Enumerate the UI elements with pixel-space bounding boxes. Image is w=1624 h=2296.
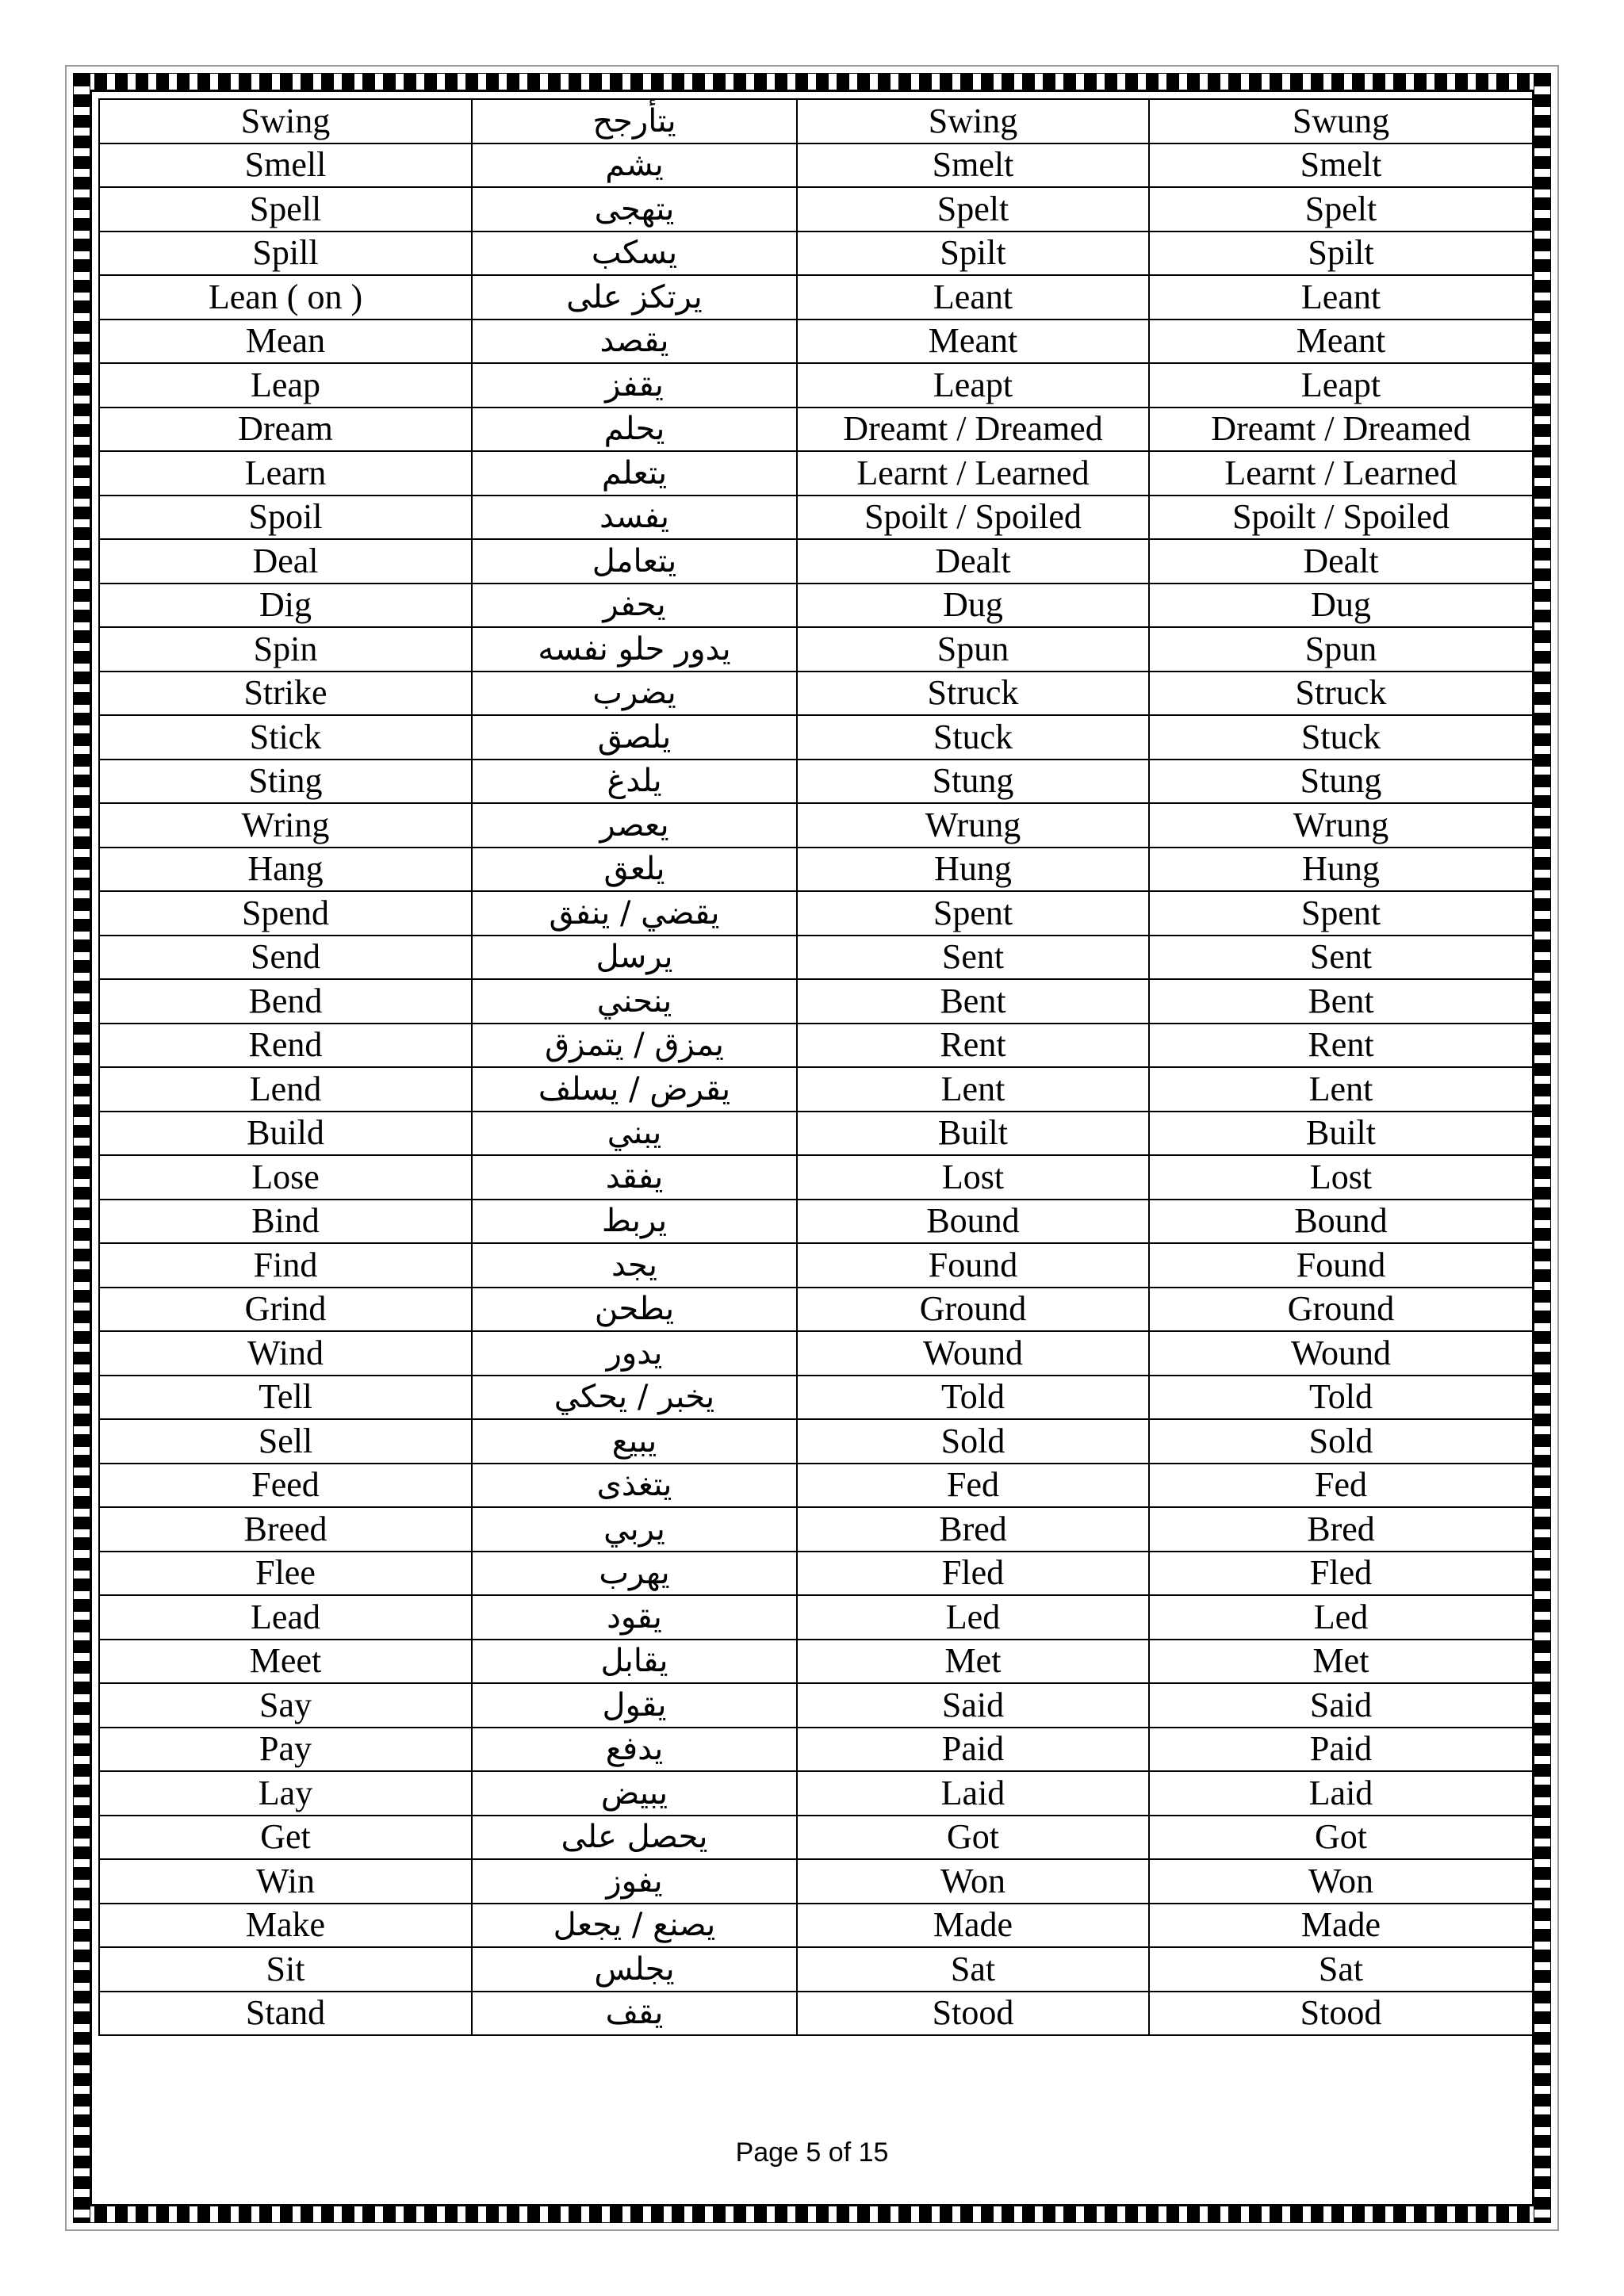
verb-base-cell: Smell — [99, 144, 472, 188]
verb-past-cell: Sent — [797, 936, 1149, 980]
verb-past-participle-cell: Leapt — [1149, 363, 1533, 408]
verb-arabic-cell: يبيع — [472, 1419, 797, 1464]
verb-past-participle-cell: Sold — [1149, 1419, 1533, 1464]
verb-base-cell: Stand — [99, 1992, 472, 2036]
verb-past-participle-cell: Made — [1149, 1904, 1533, 1948]
verb-base-cell: Tell — [99, 1376, 472, 1420]
verb-past-participle-cell: Ground — [1149, 1288, 1533, 1332]
table-row — [99, 891, 1533, 936]
verb-arabic-cell: يقف — [472, 1992, 797, 2036]
verb-arabic-cell: يفوز — [472, 1859, 797, 1904]
verb-arabic-cell: يقابل — [472, 1640, 797, 1684]
verb-base-cell: Spin — [99, 627, 472, 672]
verb-past-participle-cell: Bound — [1149, 1200, 1533, 1244]
verb-base-cell: Dream — [99, 408, 472, 452]
table-row — [99, 451, 1533, 496]
table-row — [99, 1507, 1533, 1552]
verb-base-cell: Find — [99, 1243, 472, 1288]
table-row — [99, 275, 1533, 320]
verb-arabic-cell: يلصق — [472, 715, 797, 760]
verb-past-participle-cell: Laid — [1149, 1771, 1533, 1816]
verb-past-cell: Lost — [797, 1155, 1149, 1200]
table-row — [99, 1728, 1533, 1772]
page-border-bottom — [73, 2206, 1551, 2223]
verb-past-cell: Got — [797, 1816, 1149, 1860]
verb-past-cell: Spilt — [797, 232, 1149, 276]
verb-past-participle-cell: Learnt / Learned — [1149, 451, 1533, 496]
verb-past-participle-cell: Spun — [1149, 627, 1533, 672]
verb-base-cell: Lend — [99, 1067, 472, 1112]
verb-past-cell: Laid — [797, 1771, 1149, 1816]
verb-base-cell: Dig — [99, 584, 472, 628]
verb-past-cell: Led — [797, 1595, 1149, 1640]
table-row — [99, 1243, 1533, 1288]
verb-base-cell: Stick — [99, 715, 472, 760]
verb-base-cell: Spend — [99, 891, 472, 936]
verb-past-participle-cell: Got — [1149, 1816, 1533, 1860]
verb-arabic-cell: يشم — [472, 144, 797, 188]
verb-past-cell: Struck — [797, 672, 1149, 716]
verb-arabic-cell: يرتكز على — [472, 275, 797, 320]
verb-base-cell: Swing — [99, 99, 472, 144]
verb-arabic-cell: يقفز — [472, 363, 797, 408]
verb-past-cell: Spent — [797, 891, 1149, 936]
verb-arabic-cell: يتعامل — [472, 539, 797, 584]
verb-past-participle-cell: Fed — [1149, 1464, 1533, 1508]
verb-arabic-cell: يحصل على — [472, 1816, 797, 1860]
verb-arabic-cell: يبيض — [472, 1771, 797, 1816]
verb-past-participle-cell: Sat — [1149, 1947, 1533, 1992]
verb-past-cell: Bound — [797, 1200, 1149, 1244]
verb-past-cell: Bent — [797, 979, 1149, 1024]
table-row — [99, 496, 1533, 540]
verb-base-cell: Breed — [99, 1507, 472, 1552]
verb-past-cell: Smelt — [797, 144, 1149, 188]
verb-past-participle-cell: Wrung — [1149, 803, 1533, 848]
verb-past-cell: Hung — [797, 848, 1149, 892]
verb-past-participle-cell: Found — [1149, 1243, 1533, 1288]
verb-past-cell: Stood — [797, 1992, 1149, 2036]
verb-arabic-cell: يقود — [472, 1595, 797, 1640]
verb-past-cell: Dreamt / Dreamed — [797, 408, 1149, 452]
verb-past-participle-cell: Dreamt / Dreamed — [1149, 408, 1533, 452]
verb-past-participle-cell: Dealt — [1149, 539, 1533, 584]
verb-base-cell: Grind — [99, 1288, 472, 1332]
verb-arabic-cell: يتهجى — [472, 187, 797, 232]
verb-arabic-cell: يجلس — [472, 1947, 797, 1992]
table-row — [99, 363, 1533, 408]
table-row — [99, 1771, 1533, 1816]
verb-past-participle-cell: Stuck — [1149, 715, 1533, 760]
verb-arabic-cell: يخبر / يحكي — [472, 1376, 797, 1420]
table-row — [99, 1155, 1533, 1200]
verb-arabic-cell: يمزق / يتمزق — [472, 1024, 797, 1068]
verb-arabic-cell: يلعق — [472, 848, 797, 892]
verb-past-participle-cell: Bred — [1149, 1507, 1533, 1552]
verb-base-cell: Sit — [99, 1947, 472, 1992]
verb-base-cell: Lose — [99, 1155, 472, 1200]
verb-arabic-cell: يرسل — [472, 936, 797, 980]
table-row — [99, 1067, 1533, 1112]
verb-past-participle-cell: Won — [1149, 1859, 1533, 1904]
verb-base-cell: Learn — [99, 451, 472, 496]
verb-past-cell: Dealt — [797, 539, 1149, 584]
page-border-left — [73, 73, 90, 2223]
verb-arabic-cell: يهرب — [472, 1552, 797, 1596]
verb-past-cell: Won — [797, 1859, 1149, 1904]
verb-past-cell: Fed — [797, 1464, 1149, 1508]
verb-base-cell: Flee — [99, 1552, 472, 1596]
verb-past-cell: Rent — [797, 1024, 1149, 1068]
verb-arabic-cell: يدور — [472, 1331, 797, 1376]
verb-past-participle-cell: Struck — [1149, 672, 1533, 716]
verb-arabic-cell: يصنع / يجعل — [472, 1904, 797, 1948]
table-row — [99, 187, 1533, 232]
verb-past-cell: Found — [797, 1243, 1149, 1288]
verb-past-cell: Made — [797, 1904, 1149, 1948]
verb-arabic-cell: يحفر — [472, 584, 797, 628]
verb-base-cell: Feed — [99, 1464, 472, 1508]
table-row — [99, 979, 1533, 1024]
table-row — [99, 1419, 1533, 1464]
verb-arabic-cell: يقضي / ينفق — [472, 891, 797, 936]
verb-base-cell: Spell — [99, 187, 472, 232]
verb-past-cell: Sat — [797, 1947, 1149, 1992]
table-row — [99, 715, 1533, 760]
verb-arabic-cell: يدفع — [472, 1728, 797, 1772]
verb-past-participle-cell: Spelt — [1149, 187, 1533, 232]
table-row — [99, 760, 1533, 804]
verb-past-participle-cell: Leant — [1149, 275, 1533, 320]
verb-past-cell: Learnt / Learned — [797, 451, 1149, 496]
verb-arabic-cell: يضرب — [472, 672, 797, 716]
verb-arabic-cell: يقصد — [472, 320, 797, 364]
verb-arabic-cell: يدور حلو نفسه — [472, 627, 797, 672]
verb-base-cell: Bend — [99, 979, 472, 1024]
verb-base-cell: Deal — [99, 539, 472, 584]
verb-past-participle-cell: Met — [1149, 1640, 1533, 1684]
table-row — [99, 320, 1533, 364]
table-row — [99, 1683, 1533, 1728]
verb-arabic-cell: يسكب — [472, 232, 797, 276]
verb-arabic-cell: يعصر — [472, 803, 797, 848]
verb-past-participle-cell: Spoilt / Spoiled — [1149, 496, 1533, 540]
verb-past-participle-cell: Hung — [1149, 848, 1533, 892]
verb-base-cell: Lay — [99, 1771, 472, 1816]
verb-arabic-cell: يقرض / يسلف — [472, 1067, 797, 1112]
irregular-verbs-table — [98, 98, 1534, 2036]
table-row — [99, 1816, 1533, 1860]
verb-base-cell: Bind — [99, 1200, 472, 1244]
verb-base-cell: Send — [99, 936, 472, 980]
verb-base-cell: Get — [99, 1816, 472, 1860]
table-row — [99, 1859, 1533, 1904]
verb-arabic-cell: يلدغ — [472, 760, 797, 804]
verb-arabic-cell: يربط — [472, 1200, 797, 1244]
table-row — [99, 627, 1533, 672]
verb-table-body — [99, 99, 1533, 2035]
verb-past-cell: Met — [797, 1640, 1149, 1684]
verb-past-participle-cell: Led — [1149, 1595, 1533, 1640]
verb-past-participle-cell: Smelt — [1149, 144, 1533, 188]
table-row — [99, 936, 1533, 980]
table-row — [99, 1640, 1533, 1684]
table-row — [99, 1552, 1533, 1596]
table-row — [99, 1464, 1533, 1508]
verb-past-cell: Leant — [797, 275, 1149, 320]
verb-arabic-cell: يجد — [472, 1243, 797, 1288]
verb-arabic-cell: يربي — [472, 1507, 797, 1552]
verb-past-cell: Spoilt / Spoiled — [797, 496, 1149, 540]
verb-past-participle-cell: Wound — [1149, 1331, 1533, 1376]
table-row — [99, 144, 1533, 188]
verb-base-cell: Meet — [99, 1640, 472, 1684]
verb-arabic-cell: يتعلم — [472, 451, 797, 496]
verb-past-participle-cell: Swung — [1149, 99, 1533, 144]
page-border-right — [1534, 73, 1551, 2223]
verb-base-cell: Mean — [99, 320, 472, 364]
verb-past-cell: Lent — [797, 1067, 1149, 1112]
table-row — [99, 1112, 1533, 1156]
verb-past-cell: Said — [797, 1683, 1149, 1728]
verb-base-cell: Hang — [99, 848, 472, 892]
verb-arabic-cell: يقول — [472, 1683, 797, 1728]
verb-past-participle-cell: Stood — [1149, 1992, 1533, 2036]
verb-arabic-cell: يطحن — [472, 1288, 797, 1332]
table-row — [99, 672, 1533, 716]
table-row — [99, 99, 1533, 144]
verb-base-cell: Spoil — [99, 496, 472, 540]
verb-base-cell: Build — [99, 1112, 472, 1156]
verb-arabic-cell: يتغذى — [472, 1464, 797, 1508]
verb-past-participle-cell: Said — [1149, 1683, 1533, 1728]
table-row — [99, 1024, 1533, 1068]
verb-past-cell: Bred — [797, 1507, 1149, 1552]
verb-past-participle-cell: Meant — [1149, 320, 1533, 364]
page-border-top — [73, 73, 1551, 90]
verb-past-cell: Wrung — [797, 803, 1149, 848]
table-row — [99, 584, 1533, 628]
verb-past-cell: Dug — [797, 584, 1149, 628]
table-row — [99, 848, 1533, 892]
table-row — [99, 1288, 1533, 1332]
verb-base-cell: Make — [99, 1904, 472, 1948]
verb-past-participle-cell: Fled — [1149, 1552, 1533, 1596]
verb-past-cell: Stung — [797, 760, 1149, 804]
verb-base-cell: Sell — [99, 1419, 472, 1464]
verb-past-participle-cell: Bent — [1149, 979, 1533, 1024]
verb-past-cell: Told — [797, 1376, 1149, 1420]
table-row — [99, 1992, 1533, 2036]
verb-past-cell: Spelt — [797, 187, 1149, 232]
verb-past-cell: Ground — [797, 1288, 1149, 1332]
verb-past-participle-cell: Spilt — [1149, 232, 1533, 276]
verb-arabic-cell: يتأرجح — [472, 99, 797, 144]
verb-past-cell: Paid — [797, 1728, 1149, 1772]
verb-past-participle-cell: Spent — [1149, 891, 1533, 936]
verb-past-participle-cell: Sent — [1149, 936, 1533, 980]
verb-past-cell: Fled — [797, 1552, 1149, 1596]
page-number: Page 5 of 15 — [735, 2137, 889, 2168]
verb-base-cell: Sting — [99, 760, 472, 804]
verb-base-cell: Leap — [99, 363, 472, 408]
verb-base-cell: Rend — [99, 1024, 472, 1068]
verb-past-participle-cell: Dug — [1149, 584, 1533, 628]
verb-past-participle-cell: Told — [1149, 1376, 1533, 1420]
table-row — [99, 408, 1533, 452]
verb-arabic-cell: ينحني — [472, 979, 797, 1024]
verb-past-cell: Built — [797, 1112, 1149, 1156]
table-row — [99, 1200, 1533, 1244]
verb-base-cell: Spill — [99, 232, 472, 276]
verb-past-participle-cell: Paid — [1149, 1728, 1533, 1772]
verb-past-cell: Meant — [797, 320, 1149, 364]
verb-past-cell: Spun — [797, 627, 1149, 672]
table-row — [99, 803, 1533, 848]
verb-past-cell: Sold — [797, 1419, 1149, 1464]
table-row — [99, 1904, 1533, 1948]
verb-arabic-cell: يحلم — [472, 408, 797, 452]
verb-base-cell: Wind — [99, 1331, 472, 1376]
verb-past-participle-cell: Stung — [1149, 760, 1533, 804]
verb-past-cell: Leapt — [797, 363, 1149, 408]
verb-past-participle-cell: Built — [1149, 1112, 1533, 1156]
verb-base-cell: Say — [99, 1683, 472, 1728]
table-row — [99, 1376, 1533, 1420]
verb-past-cell: Swing — [797, 99, 1149, 144]
verb-base-cell: Strike — [99, 672, 472, 716]
verb-arabic-cell: يفسد — [472, 496, 797, 540]
table-row — [99, 1331, 1533, 1376]
verb-past-participle-cell: Lost — [1149, 1155, 1533, 1200]
table-row — [99, 1595, 1533, 1640]
table-row — [99, 539, 1533, 584]
verb-base-cell: Lean ( on ) — [99, 275, 472, 320]
verb-base-cell: Pay — [99, 1728, 472, 1772]
table-row — [99, 1947, 1533, 1992]
verb-arabic-cell: يبني — [472, 1112, 797, 1156]
verb-past-participle-cell: Rent — [1149, 1024, 1533, 1068]
verb-base-cell: Lead — [99, 1595, 472, 1640]
verb-past-participle-cell: Lent — [1149, 1067, 1533, 1112]
verb-base-cell: Win — [99, 1859, 472, 1904]
verb-past-cell: Wound — [797, 1331, 1149, 1376]
verb-base-cell: Wring — [99, 803, 472, 848]
table-row — [99, 232, 1533, 276]
verb-past-cell: Stuck — [797, 715, 1149, 760]
verb-arabic-cell: يفقد — [472, 1155, 797, 1200]
